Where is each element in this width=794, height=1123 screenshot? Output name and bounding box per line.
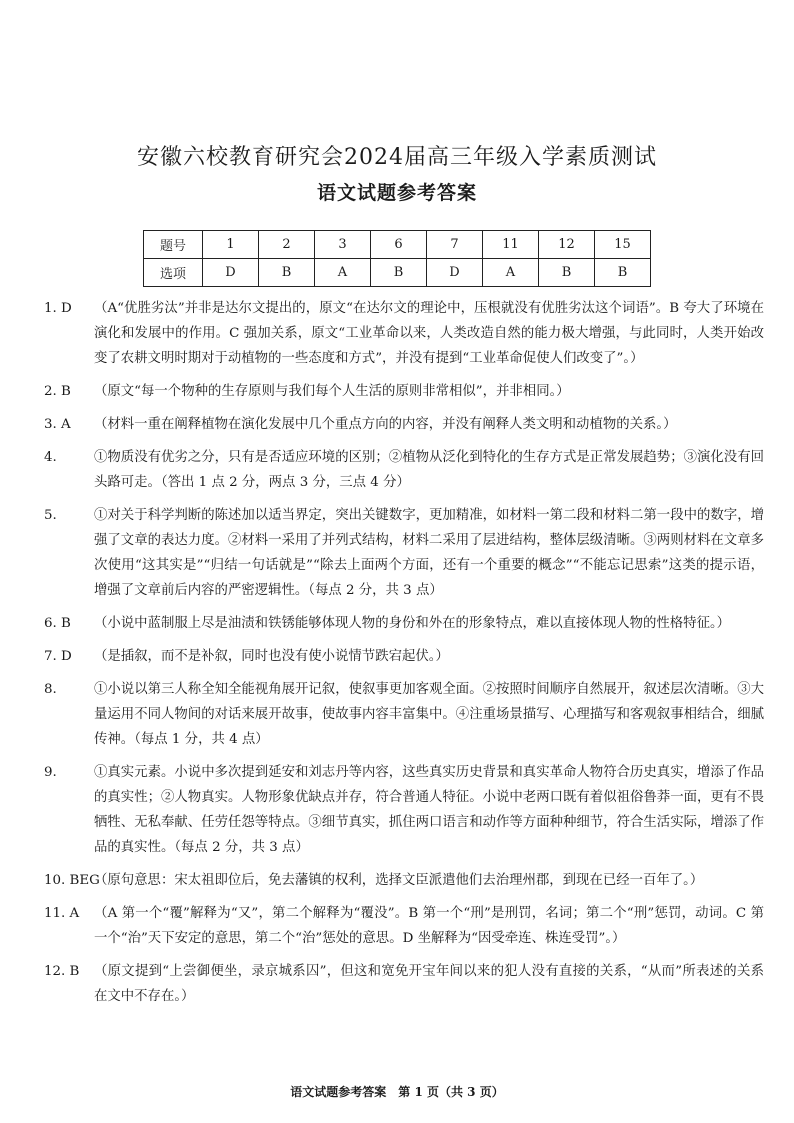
question-number: 6 bbox=[371, 231, 427, 259]
answer-option: B bbox=[539, 259, 595, 287]
item-text: ①小说以第三人称全知全能视角展开记叙，使叙事更加客观全面。②按照时间顺序自然展开，叙述层次清晰。③大量运用不同人物间的对话来展开故事，使故事内容丰富集中。④注重场景描写、心理描写和客观叙事相结合，细腻传神。（每点 1 分，共 4 点） bbox=[94, 682, 764, 747]
row-header-number: 题号 bbox=[144, 231, 203, 259]
item-number: 6. B bbox=[44, 616, 71, 631]
answer-item bbox=[44, 644, 764, 669]
item-text: （是插叙，而不是补叙，同时也没有使小说情节跌宕起伏。） bbox=[94, 649, 449, 664]
question-number: 1 bbox=[203, 231, 259, 259]
item-number: 4. bbox=[44, 450, 57, 465]
item-text: ①真实元素。小说中多次提到延安和刘志丹等内容，这些真实历史背景和真实革命人物符合历史真实，增添了作品的真实性；②人物真实。人物形象优缺点并存，符合普通人特征。小说中老两口既有着似祖俗鲁莽一面，更有不畏牺牲、无私奉献、任劳任怨等特点。③细节真实，抓住两口语言和动作等方面种种细节，符合生活实际，增添了作品的真实性。（每点 2 分，共 3 点） bbox=[94, 765, 764, 855]
item-number: 3. A bbox=[44, 417, 71, 432]
item-text: （原文提到“上尝御便坐，录京城系囚”，但这和宽免开宝年间以来的犯人没有直接的关系，“从而”所表述的关系在文中不存在。） bbox=[94, 964, 764, 1004]
item-number: 10. BEG bbox=[44, 873, 100, 888]
answer-item bbox=[44, 677, 764, 752]
answer-option: B bbox=[259, 259, 315, 287]
answer-item bbox=[44, 901, 764, 951]
answer-item bbox=[44, 503, 764, 603]
answer-item bbox=[44, 611, 764, 636]
answer-item bbox=[44, 868, 764, 893]
answer-item bbox=[44, 445, 764, 495]
item-number: 11. A bbox=[44, 906, 80, 921]
row-header-option: 选项 bbox=[144, 259, 203, 287]
answer-list bbox=[44, 296, 764, 1017]
item-number: 5. bbox=[44, 508, 57, 523]
item-text: （小说中蓝制服上尽是油渍和铁锈能够体现人物的身份和外在的形象特点，难以直接体现人物的性格特征。） bbox=[94, 616, 731, 631]
item-number: 2. B bbox=[44, 384, 71, 399]
question-number: 12 bbox=[539, 231, 595, 259]
item-number: 8. bbox=[44, 682, 57, 697]
question-number: 15 bbox=[595, 231, 651, 259]
item-text: （原句意思：宋太祖即位后，免去藩镇的权利，选择文臣派遣他们去治理州郡，到现在已经一百年了。） bbox=[94, 873, 704, 888]
answer-table-option-row bbox=[144, 259, 651, 287]
question-number: 11 bbox=[483, 231, 539, 259]
item-text: （A 第一个“覆”解释为“又”，第二个解释为“覆没”。B 第一个“刑”是刑罚，名词；第二个“刑”惩罚，动词。C 第一个“治”天下安定的意思，第二个“治”惩处的意思。D 坐解释为“因受牵连、株连受罚”。） bbox=[94, 906, 764, 946]
answer-table-number-row bbox=[144, 231, 651, 259]
item-number: 1. D bbox=[44, 301, 72, 316]
answer-table bbox=[143, 230, 651, 287]
item-text: （A“优胜劣汰”并非是达尔文提出的，原文“在达尔文的理论中，压根就没有优胜劣汰这个词语”。B 夸大了环境在演化和发展中的作用。C 强加关系，原文“工业革命以来，人类改造自然的能力极大增强，与此同时，人类开始改变了农耕文明时期对于动植物的一些态度和方式”，并没有提到“工业革命促使人们改变了”。） bbox=[94, 301, 764, 366]
question-number: 3 bbox=[315, 231, 371, 259]
item-number: 12. B bbox=[44, 964, 80, 979]
item-text: （材料一重在阐释植物在演化发展中几个重点方向的内容，并没有阐释人类文明和动植物的关系。） bbox=[94, 417, 677, 432]
answer-option: A bbox=[483, 259, 539, 287]
item-number: 9. bbox=[44, 765, 57, 780]
answer-option: B bbox=[371, 259, 427, 287]
answer-item bbox=[44, 379, 764, 404]
item-text: （原文“每一个物种的生存原则与我们每个人生活的原则非常相似”，并非相同。） bbox=[94, 384, 570, 399]
page-title: 安徽六校教育研究会2024届高三年级入学素质测试 bbox=[137, 145, 657, 170]
answer-item bbox=[44, 412, 764, 437]
page-footer: 语文试题参考答案 第 1 页（共 3 页） bbox=[290, 1085, 504, 1099]
item-number: 7. D bbox=[44, 649, 72, 664]
answer-option: D bbox=[427, 259, 483, 287]
answer-item bbox=[44, 760, 764, 860]
item-text: ①物质没有优劣之分，只有是否适应环境的区别；②植物从泛化到特化的生存方式是正常发展趋势；③演化没有回头路可走。（答出 1 点 2 分，两点 3 分，三点 4 分） bbox=[94, 450, 764, 490]
answer-item bbox=[44, 959, 764, 1009]
answer-item bbox=[44, 296, 764, 371]
page-subtitle: 语文试题参考答案 bbox=[316, 182, 477, 204]
item-text: ①对关于科学判断的陈述加以适当界定，突出关键数字，更加精准，如材料一第二段和材料二第一段中的数字，增强了文章的表达力度。②材料一采用了并列式结构，材料二采用了层进结构，整体层级清晰。③两则材料在文章多次使用“这其实是”“归结一句话就是”“除去上面两个方面，还有一个重要的概念”“不能忘记思索”这类的提示语，增强了文章前后内容的严密逻辑性。（每点 2 分，共 3 点） bbox=[94, 508, 764, 598]
answer-option: A bbox=[315, 259, 371, 287]
question-number: 2 bbox=[259, 231, 315, 259]
answer-option: D bbox=[203, 259, 259, 287]
question-number: 7 bbox=[427, 231, 483, 259]
answer-option: B bbox=[595, 259, 651, 287]
